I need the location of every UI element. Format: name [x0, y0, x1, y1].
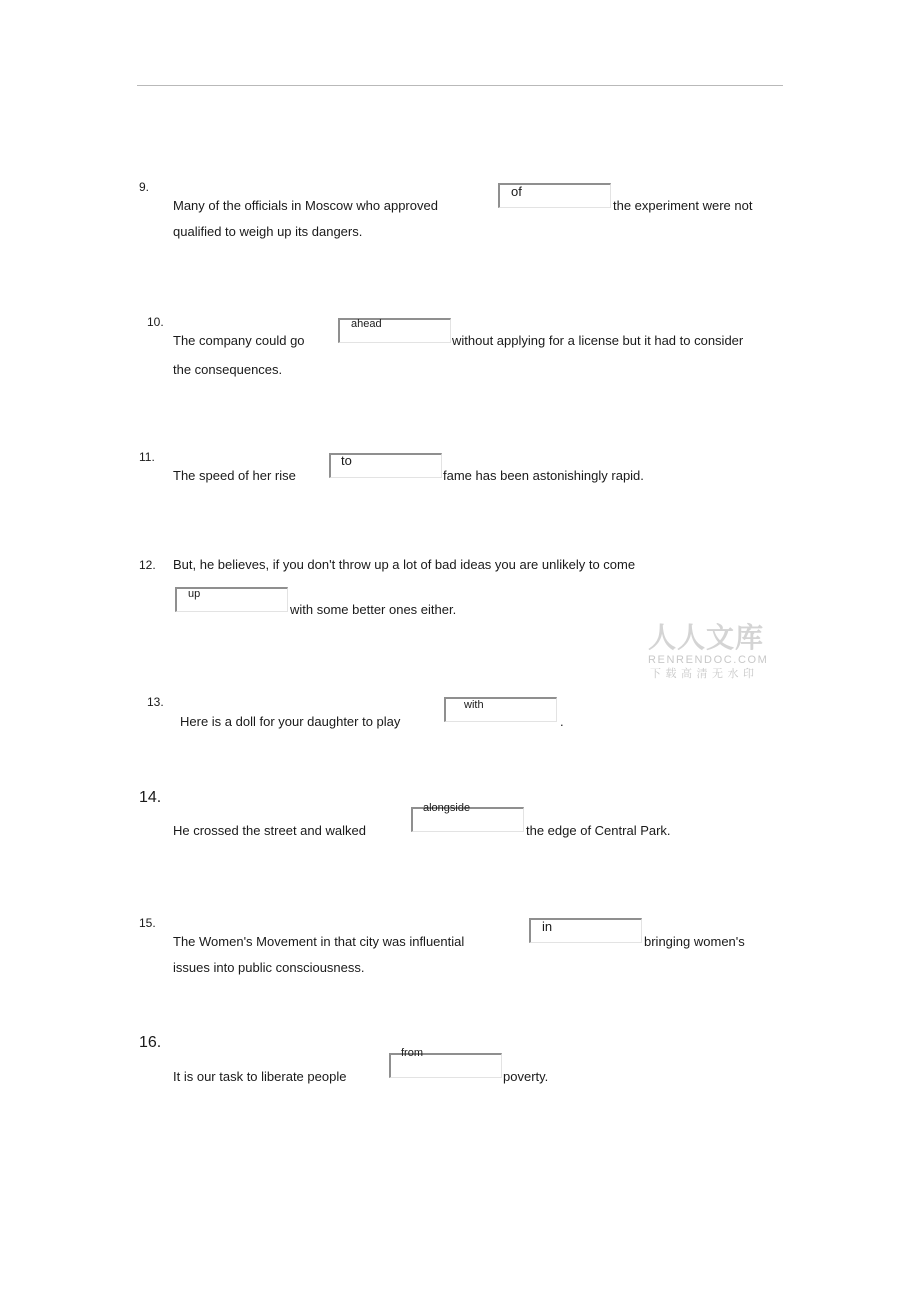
question-number: 15. — [139, 916, 156, 930]
answer-box[interactable] — [444, 697, 557, 722]
question-text-before: Here is a doll for your daughter to play — [180, 714, 401, 729]
question-text-after: bringing women's — [644, 934, 745, 949]
question-text-before: The Women's Movement in that city was influential — [173, 934, 465, 949]
question-text-line2: qualified to weigh up its dangers. — [173, 224, 363, 239]
question-number: 11. — [139, 450, 155, 464]
question-text-after: . — [560, 714, 564, 729]
question-text-after: poverty. — [503, 1069, 549, 1084]
answer-text: with — [464, 699, 484, 711]
question-number: 14. — [139, 789, 162, 806]
question-text-before: The speed of her rise — [173, 468, 296, 483]
answer-text: from — [401, 1047, 423, 1059]
answer-text: in — [542, 919, 553, 934]
question-text-line2: issues into public consciousness. — [173, 960, 365, 975]
question-number: 12. — [139, 558, 156, 572]
question-text-before: Many of the officials in Moscow who approved — [173, 198, 438, 213]
question-number: 9. — [139, 180, 150, 194]
question-text-before: But, he believes, if you don't throw up a lot of bad ideas you are unlikely to come — [173, 557, 636, 572]
question-text-after: without applying for a license but it had to consider — [452, 333, 744, 348]
question-text-line2: the consequences. — [173, 362, 283, 377]
answer-text: alongside — [423, 802, 471, 814]
question-text-before: He crossed the street and walked — [173, 823, 366, 838]
answer-text: to — [341, 453, 352, 468]
question-text-before: It is our task to liberate people — [173, 1069, 347, 1084]
question-number: 10. — [147, 315, 164, 329]
question-text-after: with some better ones either. — [290, 602, 457, 617]
question-text-after: the edge of Central Park. — [526, 823, 671, 838]
watermark-logo-text: 人人文库 — [648, 622, 765, 653]
answer-text: ahead — [351, 318, 382, 330]
question-number: 13. — [147, 695, 164, 709]
question-text-after: fame has been astonishingly rapid. — [443, 468, 644, 483]
watermark-subtitle: 下载高清无水印 — [650, 668, 759, 680]
question-text-after: the experiment were not — [613, 198, 753, 213]
question-text-before: The company could go — [173, 333, 305, 348]
answer-text: up — [188, 588, 201, 600]
answer-text: of — [511, 184, 522, 199]
top-divider — [137, 85, 783, 86]
watermark-url: RENRENDOC.COM — [648, 654, 769, 666]
question-number: 16. — [139, 1034, 162, 1051]
